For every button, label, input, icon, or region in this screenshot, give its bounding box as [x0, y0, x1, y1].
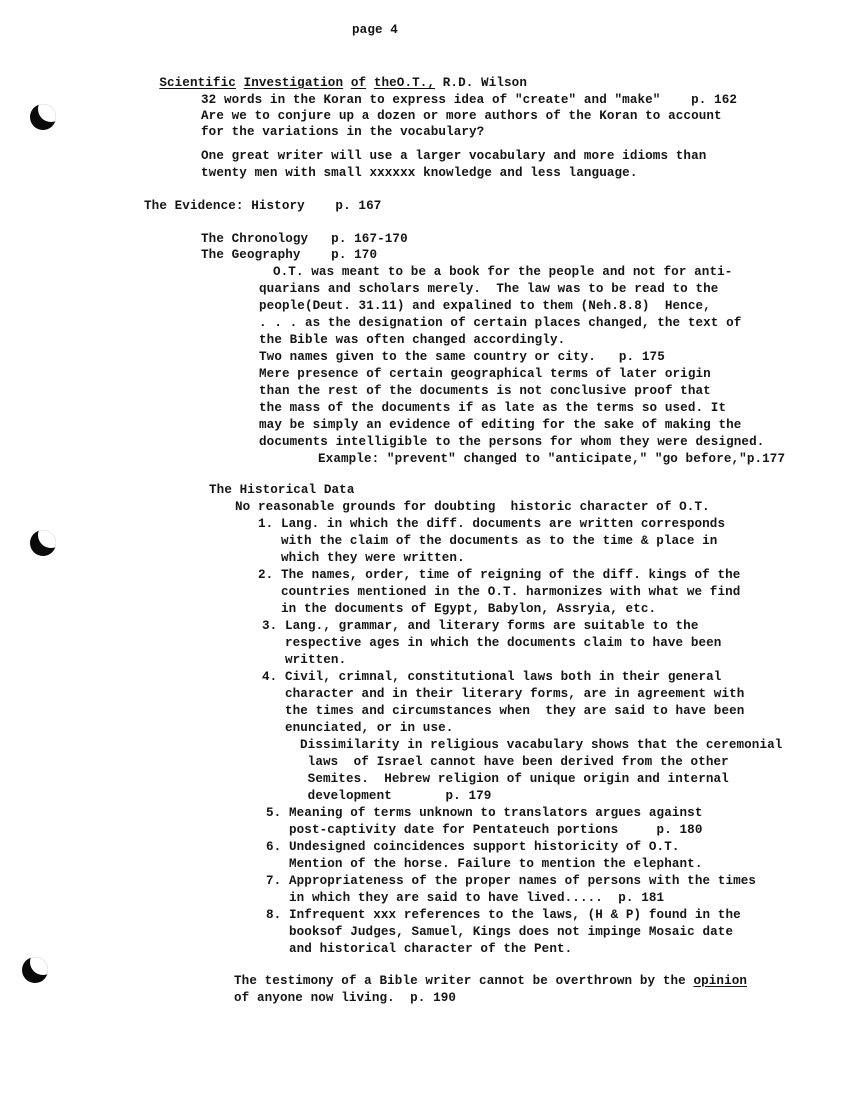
list-item: 1. Lang. in which the diff. documents are written corresponds	[258, 517, 726, 531]
geography-line: the mass of the documents if as late as the terms so used. It	[259, 401, 727, 415]
list-item: and historical character of the Pent.	[266, 942, 573, 956]
list-item: post-captivity date for Pentateuch portions p. 180	[266, 823, 703, 837]
list-item-note: Semites. Hebrew religion of unique origin and internal	[300, 772, 729, 786]
punch-hole-top	[30, 104, 56, 130]
geography-line: than the rest of the documents is not conclusive proof that	[259, 384, 711, 398]
page-number: page 4	[352, 23, 398, 37]
title-word-the: the	[373, 76, 397, 90]
list-item: countries mentioned in the O.T. harmonizes with what we find	[258, 585, 741, 599]
list-item: character and in their literary forms, are in agreement with	[262, 687, 745, 701]
list-item-note: laws of Israel cannot have been derived from the other	[300, 755, 729, 769]
punch-hole-middle	[30, 530, 56, 556]
list-item: the times and circumstances when they are said to have been	[262, 704, 745, 718]
geography-line: . . . as the designation of certain places changed, the text of	[259, 316, 742, 330]
historical-intro: No reasonable grounds for doubting historic character of O.T.	[235, 500, 710, 514]
list-item: 7. Appropriateness of the proper names of persons with the times	[266, 874, 757, 888]
subheading-geography: The Geography p. 170	[201, 248, 378, 262]
geography-line: documents intelligible to the persons for whom they were designed.	[259, 435, 765, 449]
list-item-note: Dissimilarity in religious vacabulary shows that the ceremonial	[300, 738, 783, 752]
writer-line: One great writer will use a larger vocabulary and more idioms than	[201, 149, 707, 163]
intro-line: 32 words in the Koran to express idea of "create" and "make" p. 162	[201, 93, 738, 107]
list-item: 5. Meaning of terms unknown to translators argues against	[266, 806, 703, 820]
punch-hole-bottom	[22, 957, 48, 983]
geography-line: people(Deut. 31.11) and expalined to them (Neh.8.8) Hence,	[259, 299, 711, 313]
list-item: 3. Lang., grammar, and literary forms are suitable to the	[262, 619, 699, 633]
list-item: with the claim of the documents as to the time & place in	[258, 534, 718, 548]
geography-line: may be simply an evidence of editing for the sake of making the	[259, 418, 742, 432]
list-item: 6. Undesigned coincidences support historicity of O.T.	[266, 840, 680, 854]
title-word-of: of	[350, 76, 367, 90]
list-item-note: development p. 179	[300, 789, 492, 803]
intro-line: for the variations in the vocabulary?	[201, 125, 485, 139]
subheading-chronology: The Chronology p. 167-170	[201, 232, 408, 246]
geography-line: Mere presence of certain geographical terms of later origin	[259, 367, 711, 381]
list-item: booksof Judges, Samuel, Kings does not impinge Mosaic date	[266, 925, 734, 939]
geography-line: the Bible was often changed accordingly.	[259, 333, 566, 347]
list-item: Mention of the horse. Failure to mention the elephant.	[266, 857, 703, 871]
page-title	[144, 58, 527, 92]
title-word-scientific: Scientific	[159, 76, 236, 90]
list-item: written.	[262, 653, 347, 667]
geography-line: O.T. was meant to be a book for the people and not for anti-	[250, 265, 733, 279]
testimony-line	[234, 973, 747, 990]
list-item: in which they are said to have lived..... p. 181	[266, 891, 665, 905]
list-item: 2. The names, order, time of reigning of the diff. kings of the	[258, 568, 741, 582]
list-item: enunciated, or in use.	[262, 721, 454, 735]
list-item: which they were written.	[258, 551, 465, 565]
list-item: in the documents of Egypt, Babylon, Assryia, etc.	[258, 602, 657, 616]
geography-line: Two names given to the same country or city. p. 175	[259, 350, 665, 364]
example-line: Example: "prevent" changed to "anticipate," "go before,"p.177	[318, 452, 786, 466]
list-item: 4. Civil, crimnal, constitutional laws both in their general	[262, 670, 722, 684]
testimony-opinion: opinion	[693, 974, 748, 988]
list-item: 8. Infrequent xxx references to the laws, (H & P) found in the	[266, 908, 741, 922]
intro-line: Are we to conjure up a dozen or more authors of the Koran to account	[201, 109, 722, 123]
testimony-text: The testimony of a Bible writer cannot be overthrown by the	[234, 974, 694, 988]
geography-line: quarians and scholars merely. The law was to be read to the	[259, 282, 719, 296]
title-word-investigation: Investigation	[243, 76, 344, 90]
testimony-line: of anyone now living. p. 190	[234, 991, 457, 1005]
list-item: respective ages in which the documents claim to have been	[262, 636, 722, 650]
section-heading-historical-data: The Historical Data	[209, 483, 355, 497]
section-heading-evidence: The Evidence: History p. 167	[144, 199, 382, 213]
title-author: R.D. Wilson	[442, 76, 527, 90]
title-word-ot: O.T.,	[396, 76, 436, 90]
writer-line: twenty men with small xxxxxx knowledge and less language.	[201, 166, 638, 180]
